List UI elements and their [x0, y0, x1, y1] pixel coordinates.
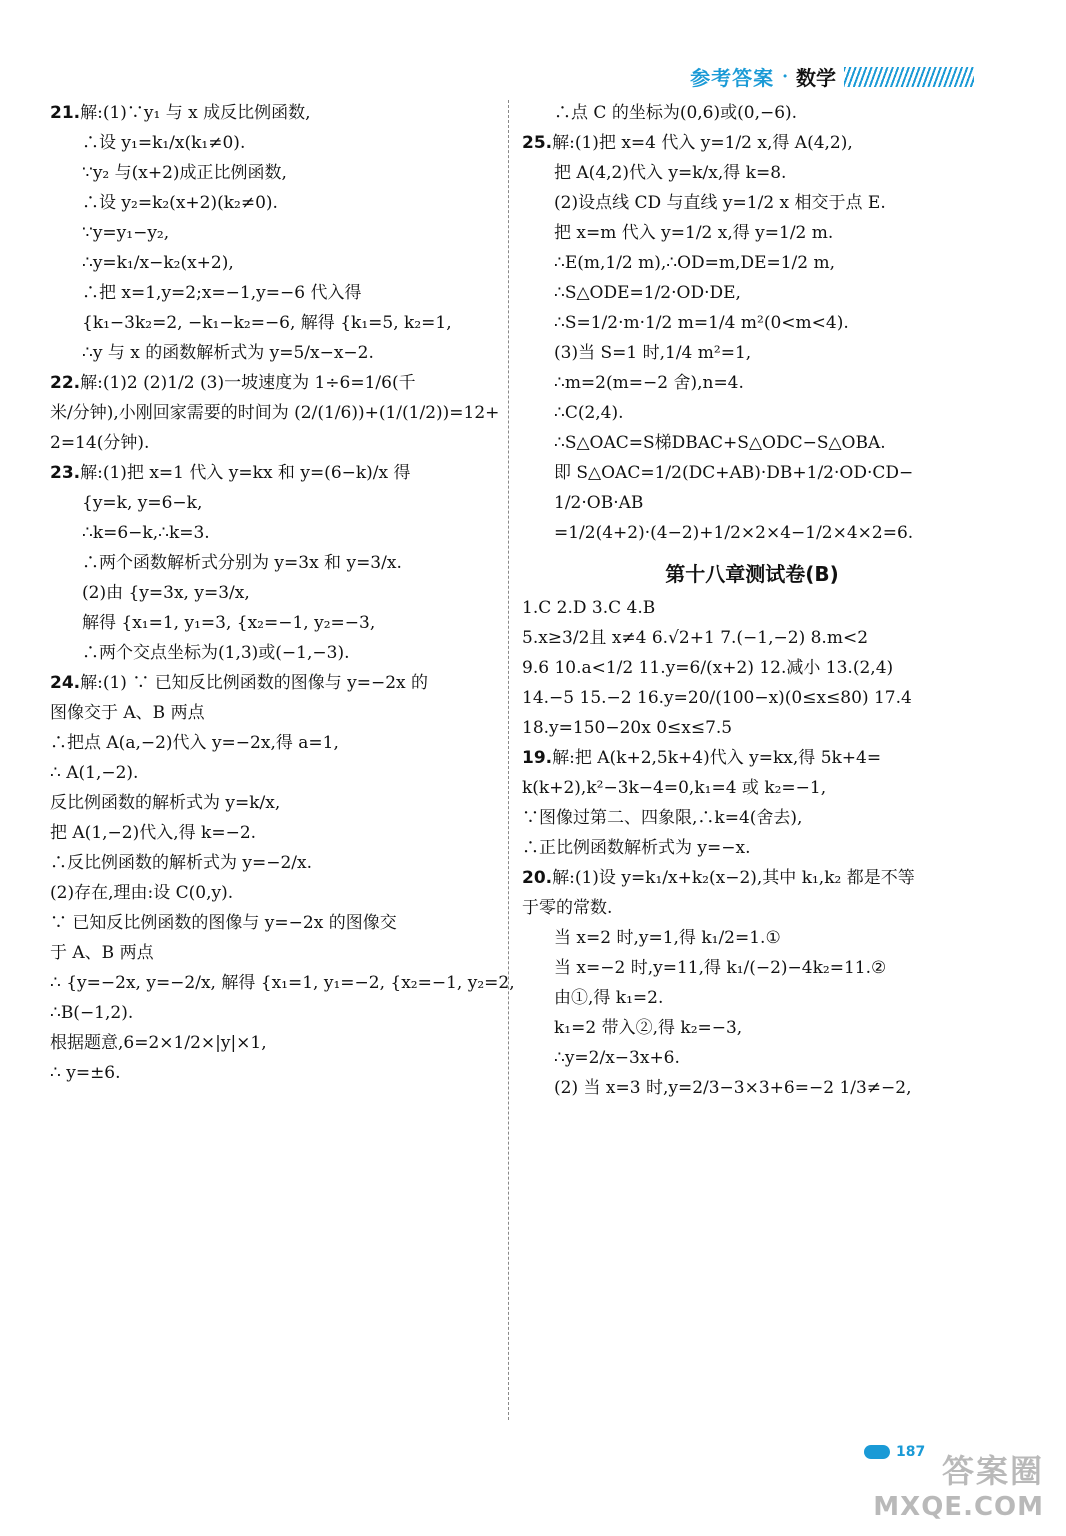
answer-line	[522, 428, 982, 458]
answer-text: 由①,得 k₁=2.	[554, 988, 664, 1008]
answer-line	[522, 98, 982, 128]
answer-text: 于 A、B 两点	[50, 943, 154, 963]
column-divider	[508, 100, 509, 1420]
answer-text: ∵y₂ 与(x+2)成正比例函数,	[82, 163, 287, 183]
answer-text: ∴把点 A(a,−2)代入 y=−2x,得 a=1,	[50, 733, 339, 753]
answer-text: ∴设 y₁=k₁/x(k₁≠0).	[82, 133, 246, 153]
answer-line	[50, 758, 480, 788]
answer-line	[50, 938, 480, 968]
answer-text: ∴两个交点坐标为(1,3)或(−1,−3).	[82, 643, 350, 663]
answer-line	[522, 743, 982, 773]
answer-line	[522, 713, 982, 743]
answer-text: {y=k, y=6−k,	[82, 493, 203, 513]
answer-text: (2)存在,理由:设 C(0,y).	[50, 883, 234, 903]
answer-text: k(k+2),k²−3k−4=0,k₁=4 或 k₂=−1,	[522, 778, 827, 798]
answer-text: ∴k=6−k,∴k=3.	[82, 523, 210, 543]
right-bottom-answers	[522, 593, 982, 1103]
answer-line	[522, 518, 982, 548]
answer-text: 反比例函数的解析式为 y=k/x,	[50, 793, 281, 813]
answer-line	[522, 188, 982, 218]
answer-line	[50, 458, 480, 488]
answer-text: ∴设 y₂=k₂(x+2)(k₂≠0).	[82, 193, 278, 213]
question-number: 23.	[50, 463, 81, 483]
answer-text: (2)由 {y=3x, y=3/x,	[82, 583, 250, 603]
answer-text: 1/2·OB·AB	[554, 493, 644, 513]
answer-line	[50, 158, 480, 188]
section-title: 第十八章测试卷(B)	[665, 562, 839, 586]
answer-text: 解:(1)把 x=4 代入 y=1/2 x,得 A(4,2),	[552, 133, 853, 153]
answer-line	[50, 878, 480, 908]
answer-line	[522, 623, 982, 653]
answer-line	[522, 1043, 982, 1073]
answer-text: ∴正比例函数解析式为 y=−x.	[522, 838, 751, 858]
header-title: 参考答案	[690, 66, 775, 90]
answer-line	[522, 338, 982, 368]
answer-line	[522, 248, 982, 278]
answer-text: ∵图像过第二、四象限,∴k=4(舍去),	[522, 808, 803, 828]
answer-text: ∴点 C 的坐标为(0,6)或(0,−6).	[554, 103, 798, 123]
answer-text: 米/分钟),小刚回家需要的时间为 (2/(1/6))+(1/(1/2))=12+	[50, 403, 500, 423]
answer-text: ∴B(−1,2).	[50, 1003, 134, 1023]
answer-line	[50, 428, 480, 458]
answer-line	[50, 368, 480, 398]
answer-text: (2) 当 x=3 时,y=2/3−3×3+6=−2 1/3≠−2,	[554, 1078, 912, 1098]
answer-line	[522, 308, 982, 338]
answer-text: 解:(1)2 (2)1/2 (3)一坡速度为 1÷6=1/6(千	[80, 373, 416, 393]
answer-text: 解:把 A(k+2,5k+4)代入 y=kx,得 5k+4=	[552, 748, 882, 768]
answer-line	[50, 698, 480, 728]
answer-text: {k₁−3k₂=2, −k₁−k₂=−6, 解得 {k₁=5, k₂=1,	[82, 313, 452, 333]
header-dot: ·	[782, 66, 788, 87]
question-number: 24.	[50, 673, 81, 693]
answer-text: ∴y 与 x 的函数解析式为 y=5/x−x−2.	[82, 343, 374, 363]
header-stripes-decoration	[844, 67, 974, 87]
answer-text: 2=14(分钟).	[50, 433, 150, 453]
answer-line	[50, 788, 480, 818]
answer-text: ∴把 x=1,y=2;x=−1,y=−6 代入得	[82, 283, 362, 303]
page-number: 187	[896, 1444, 926, 1460]
answer-text: ∴m=2(m=−2 舍),n=4.	[554, 373, 744, 393]
answer-line	[50, 638, 480, 668]
answer-line	[522, 683, 982, 713]
answer-line	[522, 1013, 982, 1043]
answer-text: 图像交于 A、B 两点	[50, 703, 205, 723]
answer-text: 把 A(4,2)代入 y=k/x,得 k=8.	[554, 163, 787, 183]
answer-line	[522, 893, 982, 923]
answer-line	[50, 188, 480, 218]
answer-line	[522, 368, 982, 398]
answer-text: 9.6 10.a<1/2 11.y=6/(x+2) 12.减小 13.(2,4)	[522, 658, 894, 678]
question-number: 25.	[522, 133, 553, 153]
answer-line	[50, 1058, 480, 1088]
answer-text: 解:(1)把 x=1 代入 y=kx 和 y=(6−k)/x 得	[80, 463, 411, 483]
answer-line	[50, 728, 480, 758]
answer-line	[522, 278, 982, 308]
answer-line	[50, 908, 480, 938]
answer-text: 于零的常数.	[522, 898, 613, 918]
answer-text: ∴ {y=−2x, y=−2/x, 解得 {x₁=1, y₁=−2, {x₂=−1, y₂=2,	[50, 973, 515, 993]
header-subject: 数学	[796, 66, 836, 90]
answer-line	[50, 668, 480, 698]
answer-text: 解:(1)∵y₁ 与 x 成反比例函数,	[80, 103, 311, 123]
question-number: 21.	[50, 103, 81, 123]
answer-line	[522, 218, 982, 248]
answer-line	[50, 248, 480, 278]
answer-line	[522, 398, 982, 428]
answer-text: ∵y=y₁−y₂,	[82, 223, 170, 243]
answer-text: ∴E(m,1/2 m),∴OD=m,DE=1/2 m,	[554, 253, 836, 273]
answer-line	[50, 518, 480, 548]
answer-line	[50, 308, 480, 338]
answer-line	[522, 128, 982, 158]
answer-line	[522, 863, 982, 893]
answer-line	[50, 1028, 480, 1058]
question-number: 19.	[522, 748, 553, 768]
left-column	[50, 98, 515, 1088]
answer-line	[522, 653, 982, 683]
answer-text: ∴y=2/x−3x+6.	[554, 1048, 680, 1068]
answer-line	[50, 278, 480, 308]
answer-line	[522, 1073, 982, 1103]
right-top-answers	[522, 98, 982, 548]
answer-text: ∴S=1/2·m·1/2 m=1/4 m²(0<m<4).	[554, 313, 849, 333]
answer-text: ∴S△OAC=S梯DBAC+S△ODC−S△OBA.	[554, 433, 886, 453]
page-header	[690, 62, 974, 91]
answer-text: 解:(1) ∵ 已知反比例函数的图像与 y=−2x 的	[80, 673, 429, 693]
answer-text: 解:(1)设 y=k₁/x+k₂(x−2),其中 k₁,k₂ 都是不等	[552, 868, 915, 888]
answer-text: 1.C 2.D 3.C 4.B	[522, 598, 656, 618]
answer-line	[522, 803, 982, 833]
answer-text: k₁=2 带入②,得 k₂=−3,	[554, 1018, 743, 1038]
answer-line	[50, 128, 480, 158]
answer-text: 18.y=150−20x 0≤x≤7.5	[522, 718, 733, 738]
watermark-line1: 答案圈	[941, 1452, 1044, 1490]
answer-text: 即 S△OAC=1/2(DC+AB)·DB+1/2·OD·CD−	[554, 463, 914, 483]
answer-text: 14.−5 15.−2 16.y=20/(100−x)(0≤x≤80) 17.4	[522, 688, 912, 708]
answer-text: ∴y=k₁/x−k₂(x+2),	[82, 253, 234, 273]
answer-line	[50, 398, 500, 428]
watermark-line2: MXQE.COM	[873, 1492, 1044, 1522]
answer-line	[50, 848, 480, 878]
answer-line	[50, 218, 480, 248]
answer-line	[50, 488, 480, 518]
answer-text: 把 A(1,−2)代入,得 k=−2.	[50, 823, 257, 843]
answer-line	[522, 593, 982, 623]
answer-text: 当 x=−2 时,y=11,得 k₁/(−2)−4k₂=11.②	[554, 958, 887, 978]
answer-line	[522, 458, 982, 488]
answer-line	[50, 98, 480, 128]
answer-line	[50, 578, 480, 608]
answer-line	[522, 773, 982, 803]
question-number: 20.	[522, 868, 553, 888]
answer-text: 当 x=2 时,y=1,得 k₁/2=1.①	[554, 928, 781, 948]
question-number: 22.	[50, 373, 81, 393]
answer-text: ∴S△ODE=1/2·OD·DE,	[554, 283, 741, 303]
answer-line	[50, 548, 480, 578]
answer-text: 解得 {x₁=1, y₁=3, {x₂=−1, y₂=−3,	[82, 613, 376, 633]
answer-line	[522, 158, 982, 188]
answer-line	[50, 338, 480, 368]
answer-line	[522, 488, 982, 518]
answer-text: ∴反比例函数的解析式为 y=−2/x.	[50, 853, 313, 873]
answer-text: ∴ A(1,−2).	[50, 763, 139, 783]
answer-text: (3)当 S=1 时,1/4 m²=1,	[554, 343, 752, 363]
answer-line	[50, 998, 480, 1028]
answer-line	[522, 983, 982, 1013]
answer-text: =1/2(4+2)·(4−2)+1/2×2×4−1/2×4×2=6.	[554, 523, 914, 543]
right-column	[522, 98, 982, 1103]
answer-line	[50, 818, 480, 848]
answer-text: 5.x≥3/2且 x≠4 6.√2+1 7.(−1,−2) 8.m<2	[522, 628, 869, 648]
answer-text: ∴ y=±6.	[50, 1063, 121, 1083]
answer-text: ∴两个函数解析式分别为 y=3x 和 y=3/x.	[82, 553, 402, 573]
answer-text: ∴C(2,4).	[554, 403, 624, 423]
answer-text: 把 x=m 代入 y=1/2 x,得 y=1/2 m.	[554, 223, 834, 243]
answer-line	[522, 833, 982, 863]
answer-text: ∵ 已知反比例函数的图像与 y=−2x 的图像交	[50, 913, 397, 933]
answer-line	[50, 968, 515, 998]
answer-line	[50, 608, 480, 638]
answer-text: (2)设点线 CD 与直线 y=1/2 x 相交于点 E.	[554, 193, 886, 213]
answer-line	[522, 923, 982, 953]
watermark	[873, 1446, 1044, 1522]
answer-line	[522, 953, 982, 983]
answer-text: 根据题意,6=2×1/2×|y|×1,	[50, 1033, 267, 1053]
